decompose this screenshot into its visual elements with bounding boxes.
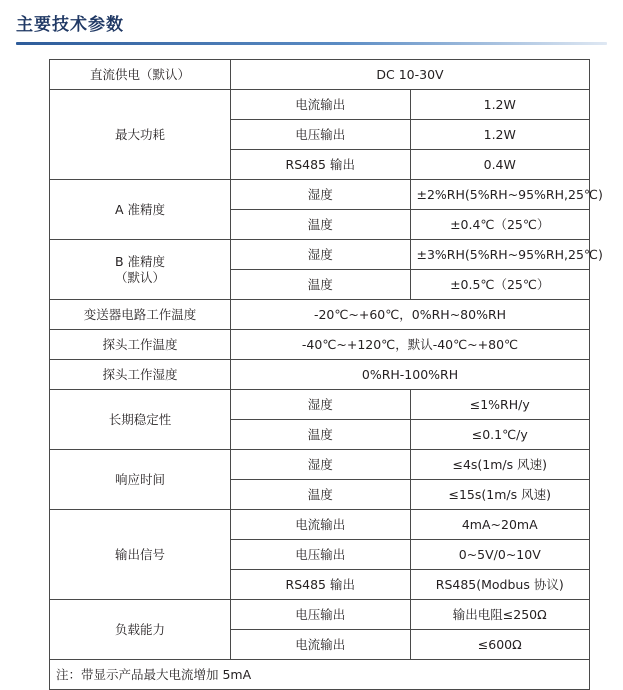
param-name-circuit-temp: 变送器电路工作温度 [50, 300, 231, 330]
param-name-power-supply: 直流供电（默认） [50, 60, 231, 90]
table-row [50, 180, 590, 210]
param-name-probe-humidity: 探头工作湿度 [50, 360, 231, 390]
table-row [50, 330, 590, 360]
param-value-output-rs485: RS485(Modbus 协议) [410, 570, 590, 600]
param-value-circuit-temp: -20℃~+60℃，0%RH~80%RH [231, 300, 590, 330]
table-note: 注：带显示产品最大电流增加 5mA [50, 660, 590, 690]
param-sub-accuracy-b-temperature: 温度 [231, 270, 411, 300]
param-value-max-power-voltage: 1.2W [410, 120, 590, 150]
param-name-output-signal: 输出信号 [50, 510, 231, 600]
table-row [50, 90, 590, 120]
param-sub-max-power-current: 电流输出 [231, 90, 411, 120]
table-row [50, 660, 590, 690]
param-value-stability-temperature: ≤0.1℃/y [410, 420, 590, 450]
param-sub-response-humidity: 湿度 [231, 450, 411, 480]
param-name-accuracy-a: A 准精度 [50, 180, 231, 240]
param-value-load-current: ≤600Ω [410, 630, 590, 660]
param-sub-output-voltage: 电压输出 [231, 540, 411, 570]
table-row [50, 390, 590, 420]
param-value-max-power-rs485: 0.4W [410, 150, 590, 180]
param-value-probe-temp: -40℃~+120℃，默认-40℃~+80℃ [231, 330, 590, 360]
param-name-max-power: 最大功耗 [50, 90, 231, 180]
param-sub-load-current: 电流输出 [231, 630, 411, 660]
param-value-output-voltage: 0~5V/0~10V [410, 540, 590, 570]
param-sub-response-temperature: 温度 [231, 480, 411, 510]
param-name-load-capacity: 负载能力 [50, 600, 231, 660]
table-row [50, 450, 590, 480]
param-sub-max-power-rs485: RS485 输出 [231, 150, 411, 180]
param-sub-load-voltage: 电压输出 [231, 600, 411, 630]
param-value-power-supply: DC 10-30V [231, 60, 590, 90]
table-row [50, 360, 590, 390]
spec-table-container [49, 59, 603, 690]
specifications-table [49, 59, 603, 690]
param-sub-accuracy-b-humidity: 湿度 [231, 240, 411, 270]
param-value-output-current: 4mA~20mA [410, 510, 590, 540]
table-row [50, 300, 590, 330]
param-sub-accuracy-a-humidity: 湿度 [231, 180, 411, 210]
param-name-accuracy-b-line1: B 准精度 [114, 253, 166, 269]
table-row [50, 60, 590, 90]
param-value-probe-humidity: 0%RH-100%RH [231, 360, 590, 390]
title-divider [16, 42, 607, 45]
param-value-accuracy-a-humidity: ±2%RH(5%RH~95%RH,25℃) [410, 180, 590, 210]
table-row [50, 510, 590, 540]
param-sub-stability-temperature: 温度 [231, 420, 411, 450]
param-sub-output-current: 电流输出 [231, 510, 411, 540]
param-name-probe-temp: 探头工作温度 [50, 330, 231, 360]
param-value-accuracy-b-humidity: ±3%RH(5%RH~95%RH,25℃) [410, 240, 590, 270]
table-row [50, 600, 590, 630]
param-value-accuracy-b-temperature: ±0.5℃（25℃） [410, 270, 590, 300]
section-heading [0, 0, 623, 45]
param-sub-output-rs485: RS485 输出 [231, 570, 411, 600]
param-value-max-power-current: 1.2W [410, 90, 590, 120]
param-name-accuracy-b-line2: （默认） [114, 269, 165, 285]
param-sub-stability-humidity: 湿度 [231, 390, 411, 420]
param-value-response-temperature: ≤15s(1m/s 风速) [410, 480, 590, 510]
param-value-stability-humidity: ≤1%RH/y [410, 390, 590, 420]
param-name-stability: 长期稳定性 [50, 390, 231, 450]
param-sub-accuracy-a-temperature: 温度 [231, 210, 411, 240]
param-name-response-time: 响应时间 [50, 450, 231, 510]
param-value-response-humidity: ≤4s(1m/s 风速) [410, 450, 590, 480]
param-value-accuracy-a-temperature: ±0.4℃（25℃） [410, 210, 590, 240]
page-title: 主要技术参数 [16, 15, 124, 35]
param-name-accuracy-b [50, 240, 231, 300]
param-value-load-voltage: 输出电阻≤250Ω [410, 600, 590, 630]
table-row [50, 240, 590, 270]
param-sub-max-power-voltage: 电压输出 [231, 120, 411, 150]
